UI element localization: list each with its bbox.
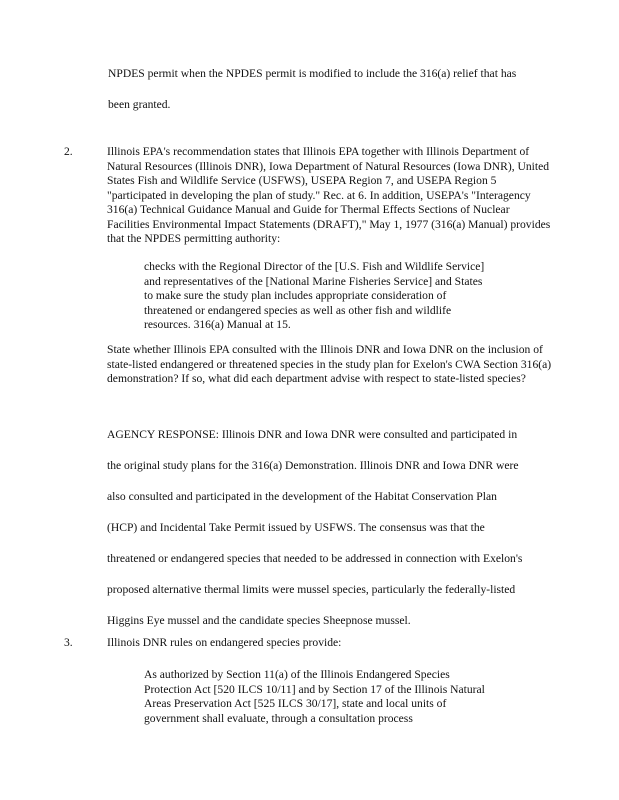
response-line: threatened or endangered species that needed to be addressed in connection with Exelon's <box>107 552 523 565</box>
item-3-block-quote: As authorized by Section 11(a) of the Illinois Endangered Species Protection Act [520 ILCS 10/11] and by Section 17 of the Illinois Natural Areas Preservation Act [525 ILCS 30/17], state and local units of government shall evaluate, through a consultation process <box>144 668 485 725</box>
item-3-intro: Illinois DNR rules on endangered species provide: <box>107 636 342 649</box>
intro-line: NPDES permit when the NPDES permit is modified to include the 316(a) relief that has <box>108 67 517 80</box>
response-line: also consulted and participated in the development of the Habitat Conservation Plan <box>107 490 497 503</box>
item-2-paragraph: Illinois EPA's recommendation states that Illinois EPA together with Illinois Department of Natural Resources (Illinois DNR), Iowa Department of Natural Resources (Iowa DNR), United States Fish and Wildlife Service (USFWS), USEPA Region 7, and USEPA Region 5 "participated in developing the plan of study." Rec. at 6. In addition, USEPA's "Interagency 316(a) Technical Guidance Manual and Guide for Thermal Effects Sections of Nuclear Facilities Environmental Impact Statements (DRAFT)," May 1, 1977 (316(a) Manual) provides that the NPDES permitting authority: <box>107 145 551 245</box>
response-line: Higgins Eye mussel and the candidate species Sheepnose mussel. <box>107 614 411 627</box>
item-3-number: 3. <box>64 636 73 649</box>
item-2-number: 2. <box>64 145 73 158</box>
intro-line: been granted. <box>108 98 171 111</box>
response-line: AGENCY RESPONSE: Illinois DNR and Iowa DNR were consulted and participated in <box>107 428 518 441</box>
intro-continuation <box>108 58 548 120</box>
item-2-block-quote: checks with the Regional Director of the [U.S. Fish and Wildlife Service] and representatives of the [National Marine Fisheries Service] and States to make sure the study plan includes appropriate consideration of threatened or endangered species as well as other fish and wildlife resources. 316(a) Manual at 15. <box>144 260 485 331</box>
item-2-question: State whether Illinois EPA consulted with the Illinois DNR and Iowa DNR on the inclusion of state-listed endangered or threatened species in the study plan for Exelon's CWA Section 316(a) demonstration? If so, what did each department advise with respect to state-listed species? <box>107 343 552 385</box>
response-line: the original study plans for the 316(a) Demonstration. Illinois DNR and Iowa DNR were <box>107 459 519 472</box>
response-line: proposed alternative thermal limits were mussel species, particularly the federally-listed <box>107 583 516 596</box>
response-line: (HCP) and Incidental Take Permit issued by USFWS. The consensus was that the <box>107 521 485 534</box>
agency-response <box>107 419 567 636</box>
